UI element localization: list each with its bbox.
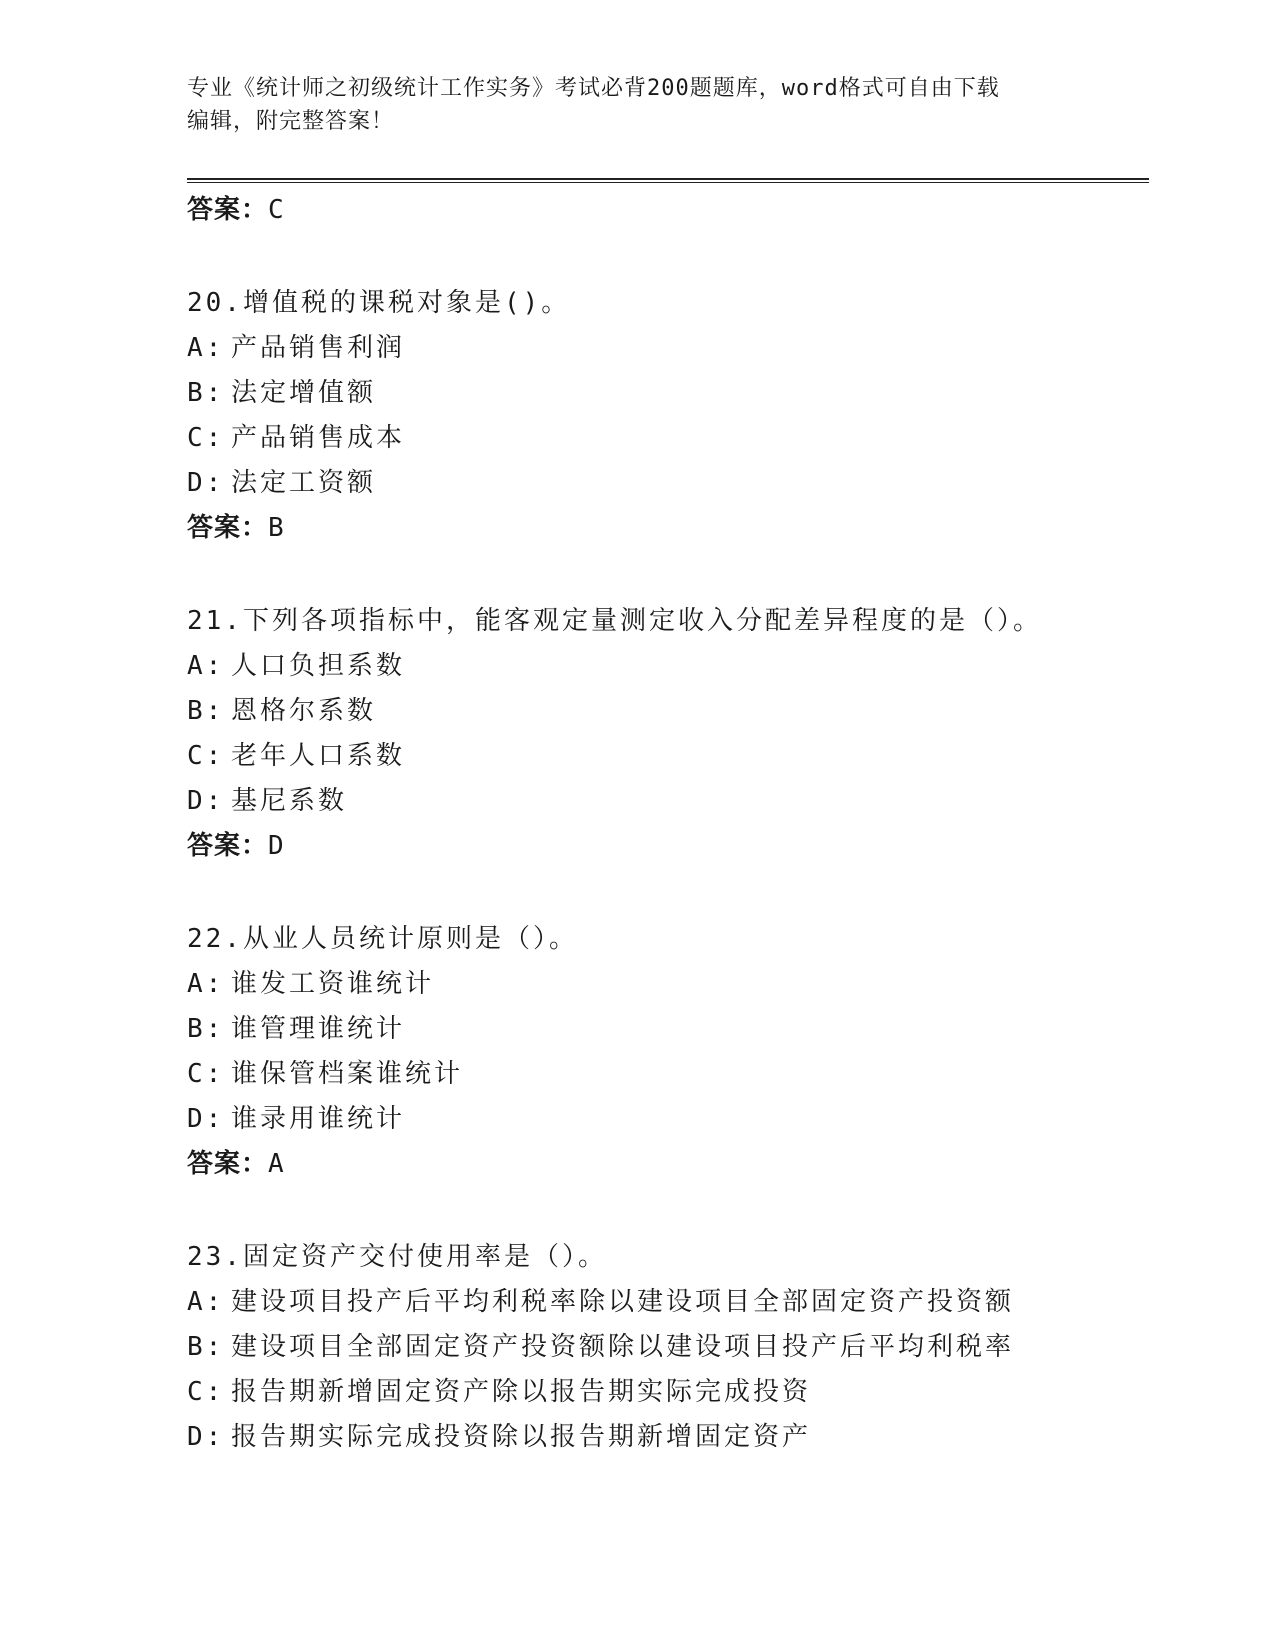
option-text: 产品销售成本 [231, 423, 406, 453]
option-key: C: [187, 1377, 225, 1407]
option-text: 产品销售利润 [231, 333, 406, 363]
question-list [187, 188, 1147, 1460]
option-text: 谁保管档案谁统计 [231, 1059, 464, 1089]
question-text: 22.从业人员统计原则是（）。 [187, 924, 578, 954]
answer-label: 答案： [187, 831, 269, 861]
option-a [187, 644, 1147, 689]
option-text: 谁管理谁统计 [231, 1014, 406, 1044]
header-line-2: 编辑，附完整答案！ [187, 109, 395, 134]
option-text: 报告期实际完成投资除以报告期新增固定资产 [231, 1422, 812, 1452]
option-a [187, 1280, 1147, 1325]
option-text: 老年人口系数 [231, 741, 406, 771]
option-key: D: [187, 1422, 225, 1452]
option-key: D: [187, 468, 225, 498]
answer-label: 答案： [187, 1149, 269, 1179]
option-key: B: [187, 1014, 225, 1044]
option-key: B: [187, 378, 225, 408]
option-a [187, 326, 1147, 371]
option-b [187, 1325, 1147, 1370]
answer-line [187, 1142, 1147, 1186]
option-key: D: [187, 1104, 225, 1134]
option-b [187, 689, 1147, 734]
option-b [187, 1007, 1147, 1052]
option-d [187, 779, 1147, 824]
option-text: 建设项目全部固定资产投资额除以建设项目投产后平均利税率 [231, 1332, 1015, 1362]
option-key: C: [187, 1059, 225, 1089]
option-a [187, 962, 1147, 1007]
option-text: 法定增值额 [231, 378, 377, 408]
question-text: 23.固定资产交付使用率是（）。 [187, 1242, 607, 1272]
option-text: 人口负担系数 [231, 651, 406, 681]
option-key: A: [187, 969, 225, 999]
answer-label: 答案： [187, 195, 269, 225]
option-text: 基尼系数 [231, 786, 348, 816]
question-text: 20.增值税的课税对象是()。 [187, 288, 571, 318]
option-text: 法定工资额 [231, 468, 377, 498]
option-c [187, 1052, 1147, 1097]
option-text: 谁发工资谁统计 [231, 969, 435, 999]
option-key: A: [187, 1287, 225, 1317]
answer-line [187, 506, 1147, 550]
option-key: B: [187, 1332, 225, 1362]
option-c [187, 734, 1147, 779]
question-block [187, 598, 1147, 868]
question-text: 21.下列各项指标中，能客观定量测定收入分配差异程度的是（）。 [187, 606, 1042, 636]
answer-value: B [268, 513, 285, 543]
answer-label: 答案： [187, 513, 269, 543]
option-text: 恩格尔系数 [231, 696, 377, 726]
question-block [187, 280, 1147, 550]
option-c [187, 416, 1147, 461]
header-divider [187, 178, 1149, 183]
option-d [187, 1415, 1147, 1460]
option-key: A: [187, 651, 225, 681]
option-text: 建设项目投产后平均利税率除以建设项目全部固定资产投资额 [231, 1287, 1015, 1317]
answer-value: C [268, 195, 285, 225]
option-b [187, 371, 1147, 416]
answer-value: D [268, 831, 285, 861]
option-text: 报告期新增固定资产除以报告期实际完成投资 [231, 1377, 812, 1407]
option-d [187, 461, 1147, 506]
option-key: C: [187, 423, 225, 453]
option-key: C: [187, 741, 225, 771]
question-block [187, 916, 1147, 1186]
option-text: 谁录用谁统计 [231, 1104, 406, 1134]
answer-value: A [268, 1149, 285, 1179]
option-key: A: [187, 333, 225, 363]
answer-line [187, 188, 1147, 232]
header-line-1: 专业《统计师之初级统计工作实务》考试必背200题题库，word格式可自由下载 [187, 76, 1000, 101]
document-header [187, 72, 1087, 138]
option-d [187, 1097, 1147, 1142]
option-key: B: [187, 696, 225, 726]
question-block [187, 1234, 1147, 1460]
answer-line [187, 824, 1147, 868]
option-key: D: [187, 786, 225, 816]
option-c [187, 1370, 1147, 1415]
